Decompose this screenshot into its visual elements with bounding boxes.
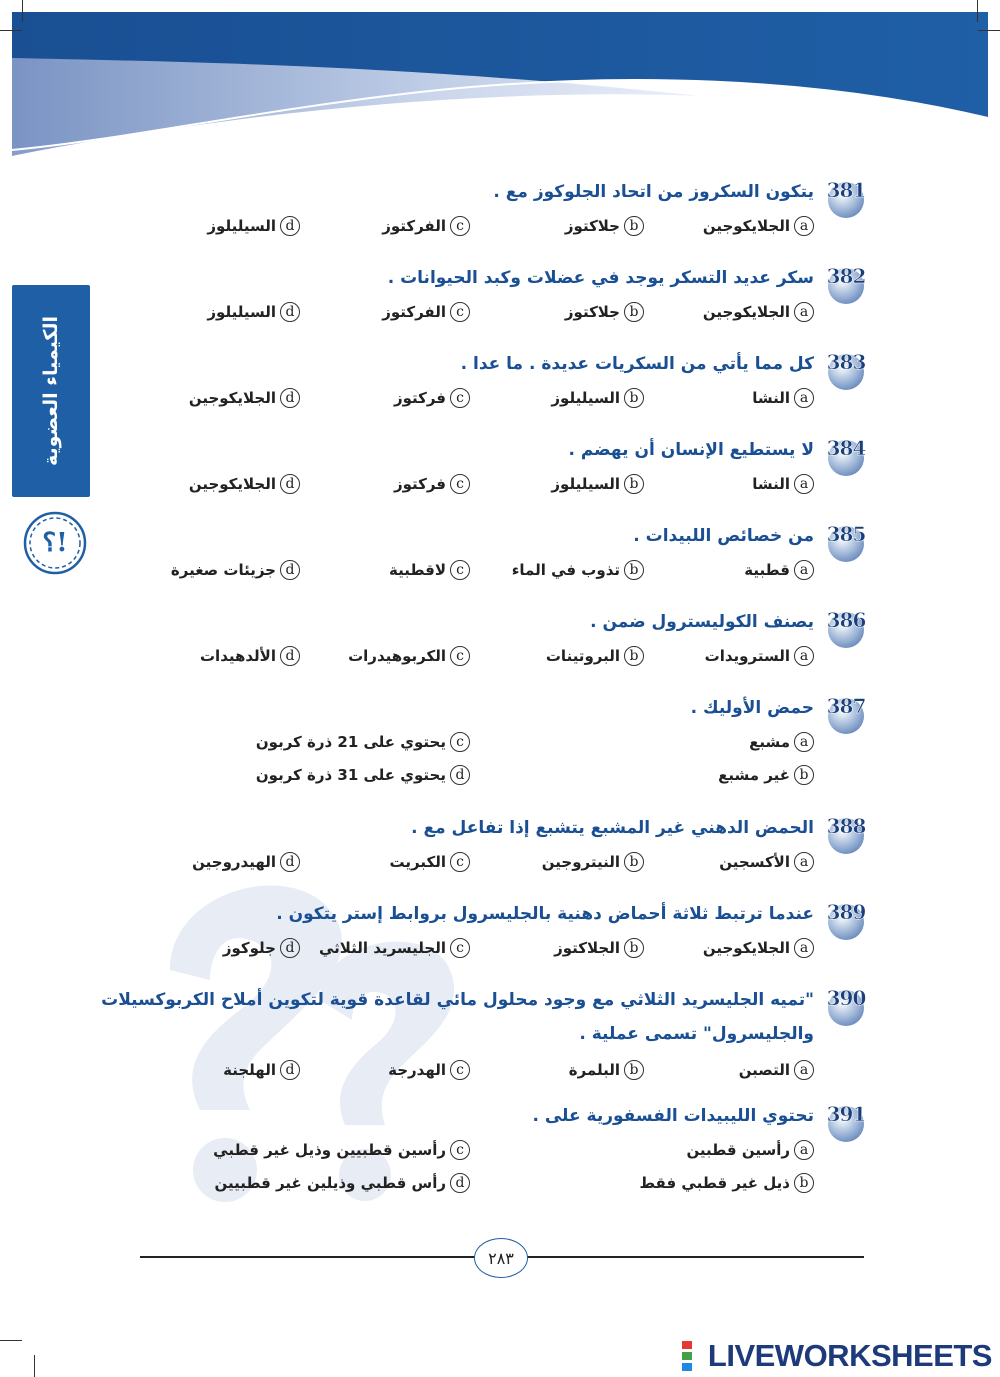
option-c[interactable] [319,938,470,958]
question-text: يصنف الكوليسترول ضمن . [590,612,814,632]
option-text: السيليلوز [551,475,620,493]
question-text: "تميه الجليسريد الثلاثي مع وجود محلول مائي لقاعدة قوية لتكوين أملاح الكربوكسيلات [101,990,814,1010]
question-text: سكر عديد التسكر يوجد في عضلات وكبد الحيوانات . [387,268,814,288]
option-b[interactable] [565,302,644,322]
crop-mark [22,0,23,22]
option-letter-circle: a [794,302,814,322]
option-text: الأكسجين [719,853,790,871]
option-text: يحتوي على 31 ذرة كربون [255,766,446,784]
option-letter-circle: d [280,388,300,408]
option-text: غير مشبع [718,766,790,784]
option-b[interactable] [542,852,644,872]
question-text: حمض الأوليك . [690,698,814,718]
question-text: عندما ترتبط ثلاثة أحماض دهنية بالجليسرول بروابط إستر يتكون . [276,904,814,924]
option-text: يحتوي على 21 ذرة كربون [255,733,446,751]
option-letter-circle: c [450,646,470,666]
option-text: فركتوز [393,475,446,493]
option-letter-circle: d [280,474,300,494]
crop-mark [978,30,1000,31]
option-d[interactable] [256,765,470,785]
question-text-continued: والجليسرول" تسمى عملية . [579,1024,814,1044]
option-b[interactable] [551,388,644,408]
option-d[interactable] [207,302,300,322]
option-text: البروتينات [545,647,620,665]
option-text: الكبريت [389,853,446,871]
option-letter-circle: c [450,938,470,958]
option-letter-circle: d [280,216,300,236]
option-letter-circle: d [450,1173,470,1193]
question-text: كل مما يأتي من السكريات عديدة . ما عدا . [460,354,814,374]
question-number [826,350,866,390]
question-number [826,900,866,940]
option-text: الجلايكوجين [188,389,276,407]
option-letter-circle: a [794,938,814,958]
option-text: النشا [752,475,790,493]
option-a[interactable] [703,216,814,236]
question-badge [22,510,88,576]
option-b[interactable] [718,765,814,785]
question-number [826,1102,866,1142]
option-text: مشبع [749,733,790,751]
option-text: جلاكتوز [564,303,620,321]
option-text: الجليسريد الثلاثي [318,939,446,957]
option-text: النيتروجين [541,853,620,871]
option-text: الهدرجة [388,1061,446,1079]
option-letter-circle: c [450,388,470,408]
option-a[interactable] [752,388,814,408]
question-number [826,178,866,218]
option-d[interactable] [192,852,300,872]
option-letter-circle: d [280,560,300,580]
option-b[interactable] [640,1173,815,1193]
option-text: البلمرة [568,1061,620,1079]
option-c[interactable] [388,1060,470,1080]
question-number [826,522,866,562]
question-number [826,814,866,854]
option-letter-circle: d [280,302,300,322]
option-letter-circle: a [794,1140,814,1160]
option-letter-circle: d [450,765,470,785]
option-text: التصبن [738,1061,790,1079]
crop-mark [977,0,978,22]
option-text: الجلايكوجين [702,303,790,321]
option-letter-circle: c [450,302,470,322]
header-banner [0,0,1000,160]
liveworksheets-brand[interactable] [682,1338,992,1374]
question-number-text: 386 [826,608,866,632]
option-c[interactable] [213,1140,470,1160]
option-text: الفركتوز [382,303,446,321]
option-b[interactable] [565,216,644,236]
option-text: السيليلوز [551,389,620,407]
option-letter-circle: a [794,388,814,408]
option-text: رأس قطبي وذيلين غير قطبيين [214,1174,446,1192]
brand-name: LIVEWORKSHEETS [707,1338,992,1373]
option-d[interactable] [200,646,300,666]
crop-mark [34,1355,35,1377]
option-c[interactable] [394,474,470,494]
option-text: النشا [752,389,790,407]
option-c[interactable] [348,646,470,666]
question-number [826,264,866,304]
option-a[interactable] [703,302,814,322]
option-d[interactable] [207,216,300,236]
option-letter-circle: c [450,560,470,580]
option-letter-circle: b [624,646,644,666]
option-text: جزيئات صغيرة [170,561,276,579]
option-letter-circle: a [794,216,814,236]
crop-mark [0,1340,22,1341]
option-c[interactable] [256,732,470,752]
option-text: تذوب في الماء [511,561,620,579]
option-d[interactable] [171,560,300,580]
option-letter-circle: b [624,216,644,236]
option-a[interactable] [686,1140,814,1160]
option-letter-circle: c [450,732,470,752]
option-letter-circle: a [794,560,814,580]
option-a[interactable] [705,646,814,666]
option-text: لاقطبية [389,561,446,579]
option-c[interactable] [390,852,470,872]
question-number-text: 385 [826,522,866,546]
option-letter-circle: b [624,560,644,580]
option-letter-circle: a [794,852,814,872]
question-number-text: 381 [826,178,866,202]
option-text: الهيدروجين [192,853,276,871]
option-d[interactable] [189,388,300,408]
question-number-text: 387 [826,694,866,718]
chapter-side-tab [12,285,90,497]
option-letter-circle: b [794,1173,814,1193]
option-letter-circle: c [450,1140,470,1160]
question-number [826,608,866,648]
option-text: قطبية [744,561,790,579]
option-letter-circle: c [450,474,470,494]
badge-symbol: ؟! [42,528,68,558]
page-number: ٢٨٣ [474,1238,528,1278]
option-d[interactable] [223,1060,300,1080]
option-letter-circle: d [280,852,300,872]
option-d[interactable] [215,1173,471,1193]
option-letter-circle: a [794,646,814,666]
option-text: رأسين قطبين [686,1141,790,1159]
option-b[interactable] [554,938,644,958]
option-text: الجلايكوجين [702,939,790,957]
option-letter-circle: b [624,1060,644,1080]
option-b[interactable] [551,474,644,494]
option-a[interactable] [703,938,814,958]
option-c[interactable] [389,560,470,580]
option-letter-circle: a [794,474,814,494]
option-letter-circle: d [280,646,300,666]
option-text: فركتوز [393,389,446,407]
option-c[interactable] [394,388,470,408]
option-c[interactable] [382,302,470,322]
option-a[interactable] [749,732,814,752]
question-text: تحتوي الليبيدات الفسفورية على . [532,1106,814,1126]
question-text: لا يستطيع الإنسان أن يهضم . [568,440,814,460]
question-number [826,694,866,734]
option-text: السيليلوز [207,217,276,235]
option-b[interactable] [569,1060,644,1080]
option-text: الكربوهيدرات [348,647,446,665]
question-number-text: 388 [826,814,866,838]
question-number-text: 383 [826,350,866,374]
option-letter-circle: a [794,732,814,752]
question-number [826,986,866,1026]
option-letter-circle: a [794,1060,814,1080]
option-a[interactable] [719,852,814,872]
option-letter-circle: b [624,938,644,958]
option-a[interactable] [744,560,814,580]
option-text: الجلاكتوز [554,939,620,957]
option-c[interactable] [382,216,470,236]
question-number-text: 391 [826,1102,866,1126]
question-text: الحمض الدهني غير المشبع يتشبع إذا تفاعل مع . [411,818,814,838]
question-number-text: 382 [826,264,866,288]
option-letter-circle: c [450,216,470,236]
option-d[interactable] [223,938,300,958]
option-b[interactable] [512,560,644,580]
option-a[interactable] [739,1060,814,1080]
question-text: من خصائص اللبيدات . [633,526,814,546]
option-letter-circle: d [280,938,300,958]
option-b[interactable] [546,646,644,666]
question-number-text: 384 [826,436,866,460]
option-letter-circle: c [450,1060,470,1080]
option-letter-circle: b [624,302,644,322]
option-letter-circle: b [624,852,644,872]
option-text: رأسين قطبيين وذيل غير قطبي [213,1141,446,1159]
chapter-title: الكيمياء العضوية [40,315,63,467]
option-text: الألدهيدات [199,647,276,665]
option-text: الهلجنة [223,1061,276,1079]
option-text: الجلايكوجين [702,217,790,235]
option-letter-circle: d [280,1060,300,1080]
option-letter-circle: c [450,852,470,872]
question-number-text: 390 [826,986,866,1010]
option-text: السترويدات [704,647,790,665]
question-text: يتكون السكروز من اتحاد الجلوكوز مع . [493,182,814,202]
liveworksheets-logo-icon [682,1341,704,1371]
option-letter-circle: b [624,388,644,408]
option-letter-circle: b [624,474,644,494]
question-number [826,436,866,476]
crop-mark [0,30,22,31]
option-text: جلوكوز [222,939,276,957]
option-text: ذيل غير قطبي فقط [639,1174,790,1192]
question-number-text: 389 [826,900,866,924]
option-text: جلاكتوز [564,217,620,235]
option-a[interactable] [752,474,814,494]
option-letter-circle: b [794,765,814,785]
option-d[interactable] [189,474,300,494]
option-text: الجلايكوجين [188,475,276,493]
option-text: الفركتوز [382,217,446,235]
option-text: السيليلوز [207,303,276,321]
